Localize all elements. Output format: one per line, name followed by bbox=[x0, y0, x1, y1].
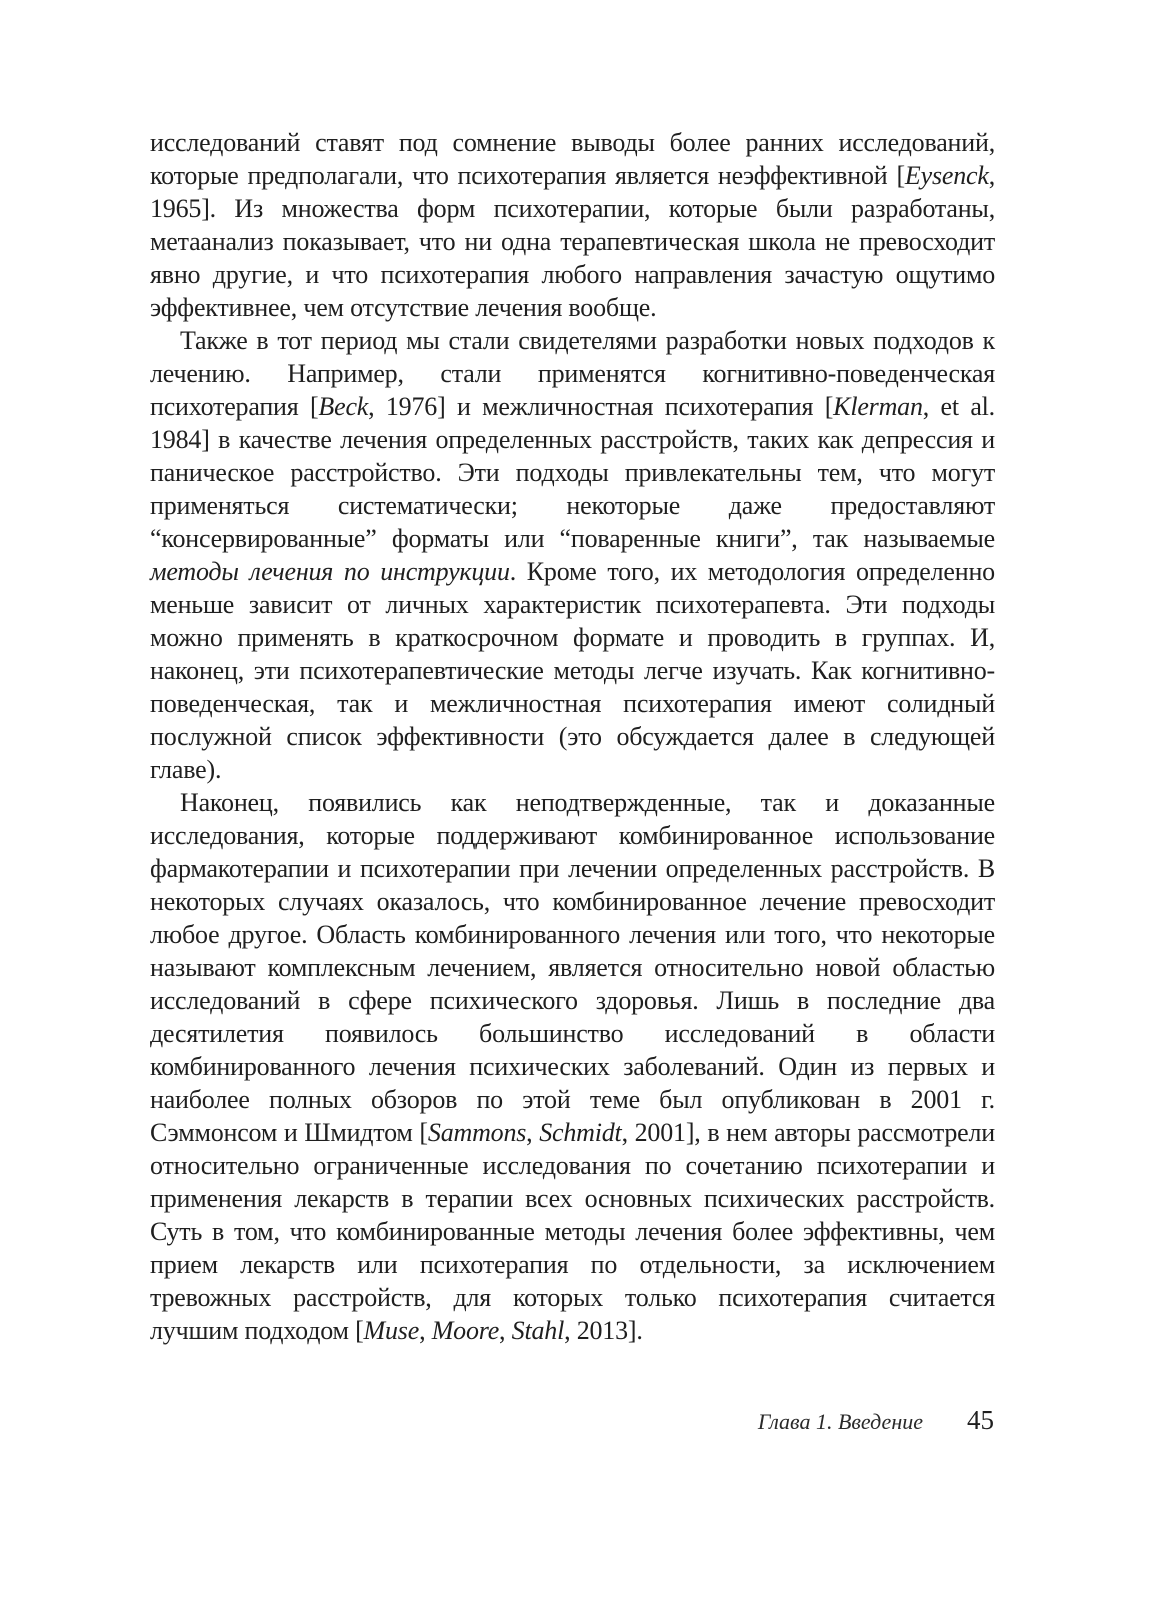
text-run: , 2013]. bbox=[564, 1316, 643, 1345]
italic-run: Klerman bbox=[833, 392, 923, 421]
paragraph-continuation bbox=[150, 126, 995, 324]
page-number: 45 bbox=[967, 1405, 994, 1435]
italic-run: Stahl bbox=[511, 1316, 565, 1345]
italic-run: Muse bbox=[363, 1316, 420, 1345]
text-run: , bbox=[419, 1316, 432, 1345]
italic-run: Sammons bbox=[427, 1118, 527, 1147]
page-footer bbox=[758, 1405, 994, 1436]
italic-run: Moore bbox=[431, 1316, 500, 1345]
text-run: , 1965]. Из множества форм психотерапии, которые были разработаны, метаанализ показывает, что ни одна терапевтическая школа не превосходит явно другие, и что психотерапия любого направления зачастую ощутимо эффективнее, чем отсутствие лечения вообще. bbox=[150, 161, 995, 322]
italic-run: методы лечения по инструкции bbox=[150, 557, 510, 586]
italic-run: Schmidt bbox=[539, 1118, 622, 1147]
text-run: , bbox=[499, 1316, 512, 1345]
italic-run: Beck bbox=[318, 392, 369, 421]
text-run: Также в тот период мы стали свидетелями разработки новых подходов к лечению. Например, стали применятся когнитивно-поведенческая психотерапия [ bbox=[150, 326, 995, 421]
text-run: , bbox=[526, 1118, 540, 1147]
paragraph-combined-treatment bbox=[150, 786, 995, 1347]
paragraph-new-approaches bbox=[150, 324, 995, 786]
text-run: Наконец, появились как неподтвержденные, так и доказанные исследования, которые поддерживают комбинированное использование фармакотерапии и психотерапии при лечении определенных расстройств. В некоторых случаях оказалось, что комбинированное лечение превосходит любое другое. Область комбинированного лечения или того, что некоторые называют комплексным лечением, является относительно новой областью исследований в сфере психического здоровья. Лишь в последние два десятилетия появилось большинство исследований в области комбинированного лечения психических заболеваний. Один из первых и наиболее полных обзоров по этой теме был опубликован в 2001 г. Сэммонсом и Шмидтом [ bbox=[150, 788, 995, 1147]
running-footer-chapter: Глава 1. Введение bbox=[757, 1409, 923, 1434]
text-run: . Кроме того, их методология определенно меньше зависит от личных характеристик психотерапевта. Эти подходы можно применять в краткосрочном формате и проводить в группах. И, наконец, эти психотерапевтические методы легче изучать. Как когнитивно-поведенческая, так и межличностная психотерапия имеют солидный послужной список эффективности (это обсуждается далее в следующей главе). bbox=[150, 557, 995, 784]
text-run: исследований ставят под сомнение выводы более ранних исследований, которые предполагали, что психотерапия является неэффективной [ bbox=[150, 128, 995, 190]
text-run: , 2001], в нем авторы рассмотрели относительно ограниченные исследования по сочетанию психотерапии и применения лекарств в терапии всех основных психических расстройств. Суть в том, что комбинированные методы лечения более эффективны, чем прием лекарств или психотерапия по отдельности, за исключением тревожных расстройств, для которых только психотерапия считается лучшим подходом [ bbox=[150, 1118, 995, 1345]
italic-run: Eysenck bbox=[904, 161, 989, 190]
text-run: , 1976] и межличностная психотерапия [ bbox=[368, 392, 834, 421]
text-run: , et al. 1984] в качестве лечения определенных расстройств, таких как депрессия и паническое расстройство. Эти подходы привлекательны тем, что могут применяться систематически; некоторые даже предоставляют “консервированные” форматы или “поваренные книги”, так называемые bbox=[150, 392, 995, 553]
body-text bbox=[150, 126, 995, 1347]
